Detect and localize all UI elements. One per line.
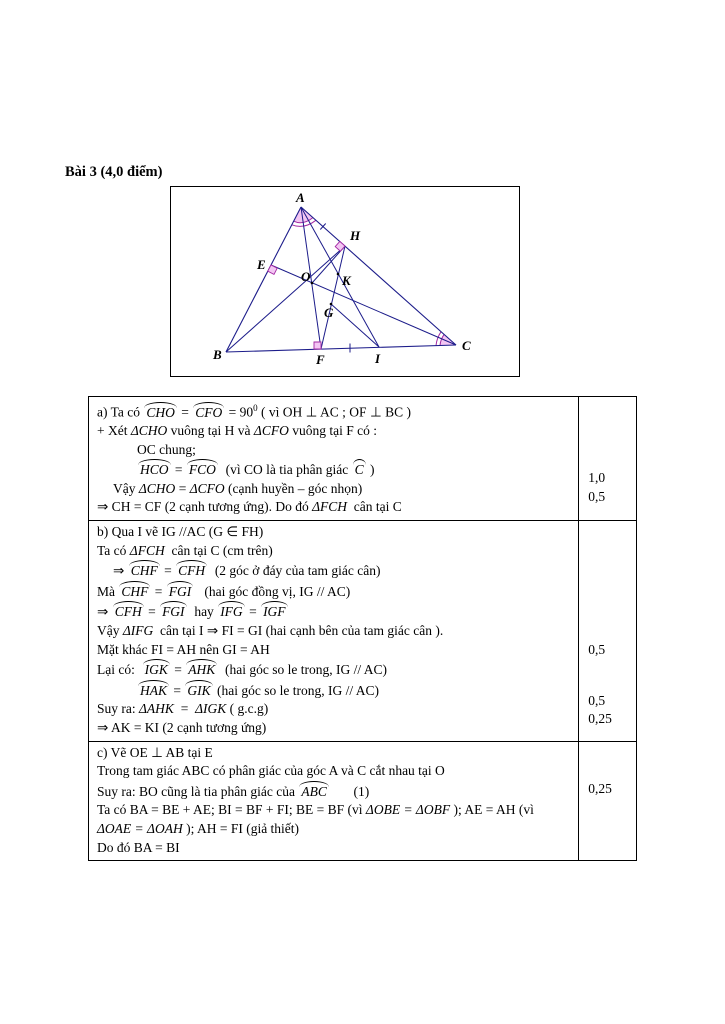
math-text: ΔIGK <box>195 701 227 717</box>
text-run: (hai góc so le trong, IG // AC) <box>213 682 379 698</box>
solution-line <box>97 719 574 738</box>
point-label-O: O <box>301 269 311 284</box>
point-label-G: G <box>324 305 334 320</box>
text-run: ⇒ AK = KI (2 cạnh tương ứng) <box>97 720 267 735</box>
text-run: = <box>177 404 193 420</box>
points-cell-c <box>579 742 636 861</box>
text-run: cân tại C <box>347 499 402 515</box>
text-run: = <box>245 604 261 620</box>
text-run: (hai góc đồng vị, IG // AC) <box>194 583 351 599</box>
table-row <box>89 521 636 742</box>
text-run: Vậy <box>113 480 139 496</box>
text-run: Suy ra: BO cũng là tia phân giác của <box>97 783 299 799</box>
text-run: OC chung; <box>137 441 196 457</box>
angle-notation: ABC <box>298 781 330 802</box>
solution-line <box>97 581 574 602</box>
text-run: (hai góc so le trong, IG // AC) <box>218 662 387 678</box>
text-run: ) <box>366 462 375 478</box>
text-run: b) Qua I vẽ IG //AC (G ∈ FH) <box>97 524 264 540</box>
right-angle-mark-F <box>314 342 321 349</box>
point-label-H: H <box>350 228 361 243</box>
angle-notation: CHF <box>118 581 151 602</box>
solution-line <box>97 441 574 460</box>
solution-line <box>97 560 574 581</box>
solution-line <box>97 839 574 858</box>
text-run: c) Vẽ OE ⊥ AB tại E <box>97 744 213 760</box>
angle-notation: AHK <box>185 659 218 680</box>
points-value: 0,25 <box>588 711 612 727</box>
solution-line <box>97 781 574 802</box>
text-run: Mà <box>97 583 119 599</box>
text-run: ); AE = AH (vì <box>450 802 534 818</box>
points-cell-a <box>579 397 636 520</box>
solution-line <box>97 459 574 480</box>
solution-line <box>97 480 574 499</box>
segment-IG <box>331 304 379 347</box>
solution-line <box>97 762 574 781</box>
solution-line <box>97 422 574 441</box>
angle-notation: CFO <box>192 402 225 423</box>
segment-BH <box>226 246 345 352</box>
angle-notation: IFG <box>217 601 246 622</box>
text-run: (1) <box>329 783 370 799</box>
solution-part-c <box>89 742 579 861</box>
segment-HF <box>321 246 345 349</box>
text-run: Trong tam giác ABC có phân giác của góc A và C cắt nhau tại O <box>97 763 445 779</box>
points-value: 0,25 <box>588 780 612 796</box>
text-run: ⇒ CH = CF (2 cạnh tương ứng). Do đó <box>97 499 313 515</box>
angle-notation: C <box>352 459 367 480</box>
solution-part-a <box>89 397 579 520</box>
text-run: (cạnh huyền – góc nhọn) <box>224 480 363 496</box>
point-label-A: A <box>296 190 305 205</box>
angle-notation: IGK <box>142 659 171 680</box>
side-AC <box>301 207 456 345</box>
solution-line <box>97 399 574 422</box>
text-run: = <box>144 604 160 620</box>
text-run: cân tại C (cm trên) <box>164 542 273 558</box>
solution-line <box>97 700 574 719</box>
text-run: ( vì OH ⊥ AC ; OF ⊥ BC ) <box>257 404 411 420</box>
right-angle-mark-E <box>268 265 277 274</box>
text-run: Lại có: <box>97 662 142 678</box>
exercise-title: Bài 3 (4,0 điểm) <box>65 164 163 180</box>
text-run: Ta có <box>97 542 130 558</box>
point-K <box>337 273 340 276</box>
text-run: Mặt khác FI = AH nên GI = AH <box>97 641 270 657</box>
solution-line <box>97 659 574 680</box>
text-run: 0 <box>253 403 258 413</box>
angle-notation: HAK <box>137 680 170 701</box>
angle-notation: FCO <box>186 459 219 480</box>
text-run: hay <box>187 604 218 620</box>
solution-table <box>88 396 637 861</box>
solution-part-b <box>89 521 579 741</box>
math-text: ΔCHO <box>138 480 176 496</box>
angle-notation: FGI <box>159 601 188 622</box>
angle-notation: CFH <box>175 560 208 581</box>
text-run: Do đó BA = BI <box>97 839 180 855</box>
text-run: cân tại I ⇒ FI = GI (hai cạnh bên của tam giác cân ). <box>153 623 444 639</box>
angle-notation: CHO <box>143 402 178 423</box>
angle-notation: FGI <box>166 581 195 602</box>
points-value: 0,5 <box>588 642 606 658</box>
points-value: 1,0 <box>588 470 606 485</box>
text-run: ⇒ <box>113 563 128 579</box>
angle-notation: IGF <box>260 601 289 622</box>
solution-line <box>97 744 574 763</box>
solution-line <box>97 601 574 622</box>
text-run: = 90 <box>225 404 254 420</box>
table-row <box>89 397 636 521</box>
text-run: = <box>151 583 166 599</box>
text-run: a) Ta có <box>97 404 144 420</box>
math-text: ΔFCH <box>129 542 165 558</box>
text-run: (vì CO là tia phân giác <box>218 462 352 478</box>
text-run: vuông tại H và <box>167 423 254 439</box>
point-label-B: B <box>213 347 222 362</box>
solution-line <box>97 542 574 561</box>
point-label-E: E <box>257 257 266 272</box>
text-run: ⇒ <box>97 604 112 620</box>
angle-notation: HCO <box>137 459 172 480</box>
text-run: Vậy <box>97 623 123 639</box>
angle-notation: CFH <box>112 601 145 622</box>
solution-line <box>97 820 574 839</box>
point-O <box>311 282 314 285</box>
point-label-I: I <box>375 351 381 366</box>
solution-line <box>97 622 574 641</box>
triangle-diagram <box>171 187 519 376</box>
points-value: 0,5 <box>588 692 606 708</box>
solution-line <box>97 498 574 517</box>
text-run: (2 góc ở đáy của tam giác cân) <box>208 563 381 579</box>
points-value: 0,5 <box>588 488 606 504</box>
text-run: vuông tại F có : <box>288 423 377 439</box>
text-run: ( g.c.g) <box>226 701 269 717</box>
side-AB <box>226 207 301 352</box>
text-run: = <box>171 462 186 478</box>
text-run: Suy ra: <box>97 701 139 717</box>
text-run: ); AH = FI (giả thiết) <box>182 820 300 836</box>
solution-line <box>97 801 574 820</box>
text-run: Ta có BA = BE + AE; BI = BF + FI; BE = BF (vì <box>97 802 366 818</box>
math-text: ΔOAE = ΔOAH <box>97 820 183 836</box>
table-row <box>89 742 636 861</box>
math-text: ΔIFG <box>122 623 154 639</box>
text-run: = <box>160 563 176 579</box>
solution-line <box>97 641 574 660</box>
math-text: ΔFCH <box>312 499 348 515</box>
geometry-figure <box>170 186 520 377</box>
side-BC <box>226 345 456 352</box>
text-run: = <box>170 662 186 678</box>
math-text: ΔCHO <box>130 423 168 439</box>
text-run: = <box>173 701 196 717</box>
right-angle-mark-H <box>335 241 345 251</box>
point-label-C: C <box>462 338 471 353</box>
text-run: + Xét <box>97 423 131 439</box>
math-text: ΔCFO <box>253 423 289 439</box>
point-label-K: K <box>342 273 351 288</box>
segment-AI <box>301 207 379 347</box>
math-text: ΔCFO <box>189 480 225 496</box>
angle-notation: CHF <box>128 560 161 581</box>
text-run: = <box>170 682 185 698</box>
text-run: = <box>175 480 190 496</box>
math-text: ΔAHK <box>139 701 174 717</box>
angle-notation: GIK <box>184 680 213 701</box>
points-cell-b <box>579 521 636 741</box>
math-text: ΔOBE = ΔOBF <box>365 802 451 818</box>
solution-line <box>97 523 574 542</box>
point-label-F: F <box>316 352 325 367</box>
solution-line <box>97 680 574 701</box>
